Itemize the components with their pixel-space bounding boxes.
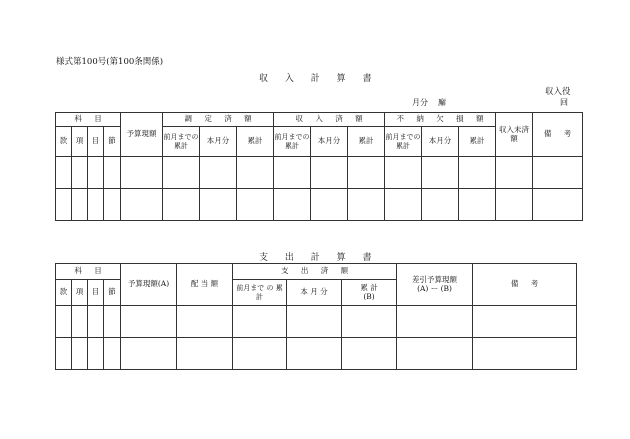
expended-total-label: 累 計: [360, 282, 378, 292]
month-line: [412, 97, 446, 108]
expended-total-b: (B): [363, 291, 375, 301]
uncollectible-header: 不 納 欠 損 額: [385, 113, 496, 127]
table-row: [56, 338, 577, 370]
remarks-header: 備 考: [473, 264, 577, 306]
kou-header: 項: [72, 280, 88, 306]
kan-header: 款: [56, 280, 72, 306]
allotment-header: 配 当 額: [177, 264, 233, 306]
setsu-header: 節: [104, 280, 121, 306]
month-suffix: 廨: [438, 98, 446, 107]
count-label: 回: [560, 98, 568, 107]
budget-a-header: 予算現額(A): [121, 264, 177, 306]
budget-header: 予算現額: [121, 113, 163, 157]
expense-statement-title: 支 出 計 算 書: [259, 253, 372, 263]
received-header: 収 入 済 額: [274, 113, 385, 127]
setsu-header: 節: [104, 127, 121, 157]
collector-label: 収入役: [545, 87, 571, 97]
expended-month-header: 本 月 分: [287, 280, 342, 306]
uncollectible-total-header: 累計: [459, 127, 496, 157]
moku-header: 目: [88, 280, 104, 306]
expense-table: [55, 263, 577, 370]
moku-header: 目: [88, 127, 104, 157]
expended-total-header: [342, 280, 397, 306]
received-month-header: 本月分: [311, 127, 348, 157]
subject-header: 科 目: [56, 264, 121, 280]
assessed-total-header: 累計: [237, 127, 274, 157]
table-row: [56, 306, 577, 338]
kou-header: 項: [72, 127, 88, 157]
kan-header: 款: [56, 127, 72, 157]
uncollectible-prev-header: 前月までの累計: [385, 127, 422, 157]
subject-header: 科 目: [56, 113, 121, 127]
received-total-header: 累計: [348, 127, 385, 157]
form-number: 様式第100号(第100条関係): [56, 57, 164, 67]
balance-formula: (A) ー (B): [417, 283, 452, 293]
income-statement-title: 収 入 計 算 書: [259, 74, 372, 84]
balance-header: [397, 264, 473, 306]
month-label: 月分: [412, 98, 428, 107]
assessed-header: 調 定 済 額: [163, 113, 274, 127]
received-prev-header: 前月までの累計: [274, 127, 311, 157]
balance-label: 差引予算現額: [412, 274, 458, 284]
assessed-month-header: 本月分: [200, 127, 237, 157]
table-row: [56, 189, 583, 221]
expended-prev-header: 前月まで の 累 計: [233, 280, 287, 306]
assessed-prev-header: 前月までの累計: [163, 127, 200, 157]
table-row: [56, 157, 583, 189]
income-table: [55, 112, 583, 221]
unreceived-header: 収入未済 額: [496, 113, 533, 157]
remarks-header: 備 考: [533, 113, 583, 157]
uncollectible-month-header: 本月分: [422, 127, 459, 157]
expended-header: 支 出 済 額: [233, 264, 397, 280]
